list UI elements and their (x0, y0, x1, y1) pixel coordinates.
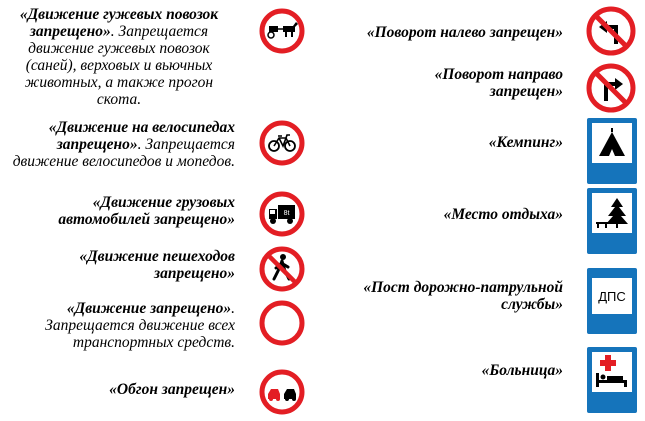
sign-description: . Запрещается движение гужевых повозок (саней), верховых и вьючных животных, а также прогон скота. (24, 23, 214, 108)
no-right-turn-icon (586, 63, 636, 113)
tent-icon (587, 118, 637, 184)
sign-caption-no-traffic (3, 300, 235, 351)
bicycle-icon (259, 120, 305, 166)
pedestrian-icon (259, 246, 305, 292)
sign-caption-no-overtaking: «Обгон запрещен» (109, 381, 235, 398)
sign-caption-horse-carts (3, 6, 235, 108)
truck-plate-glyph: 8t (283, 210, 290, 217)
hospital-icon (587, 347, 637, 413)
rest-area-icon (587, 188, 637, 254)
sign-caption-bicycles (3, 119, 235, 170)
sign-caption-no-right-turn: «Поворот направо запрещен» (434, 66, 563, 100)
no-entry-icon (259, 300, 305, 346)
police-post-label: ДПС (598, 289, 626, 304)
sign-caption-trucks: «Движение грузовых автомобилей запрещено» (58, 194, 235, 228)
sign-title: «Движение гужевых повозок запрещено» (19, 6, 219, 40)
sign-caption-rest-area: «Место отдыха» (443, 206, 563, 223)
rest-area-sign (587, 188, 637, 254)
camping-sign (587, 118, 637, 184)
police-post-icon (587, 268, 637, 334)
pedestrian-sign (259, 246, 305, 292)
truck-icon (259, 191, 305, 237)
police-post-sign (587, 268, 637, 334)
no-left-turn-icon (586, 6, 636, 56)
sign-title: «Движение запрещено» (66, 300, 232, 317)
horse-cart-icon (259, 8, 305, 54)
sign-caption-pedestrians: «Движение пешеходов запрещено» (79, 248, 235, 282)
bicycle-sign (259, 120, 305, 166)
sign-caption-camping: «Кемпинг» (488, 134, 563, 151)
horse-cart-sign (259, 8, 305, 54)
sign-description: . Запрещается движение велосипедов и мопедов. (12, 136, 235, 170)
sign-caption-police-post: «Пост дорожно-патрульной службы» (363, 279, 563, 313)
no-right-turn-sign (586, 63, 636, 113)
no-traffic-sign (259, 300, 305, 346)
sign-description: . Запрещается движение всех транспортных средств. (45, 300, 235, 351)
no-overtaking-icon (259, 369, 305, 415)
sign-caption-hospital: «Больница» (481, 362, 563, 379)
sign-caption-no-left-turn: «Поворот налево запрещен» (366, 24, 563, 41)
truck-sign (259, 191, 305, 237)
no-left-turn-sign (586, 6, 636, 56)
no-overtaking-sign (259, 369, 305, 415)
hospital-sign (587, 347, 637, 413)
sign-title: «Движение на велосипедах запрещено» (48, 119, 235, 153)
